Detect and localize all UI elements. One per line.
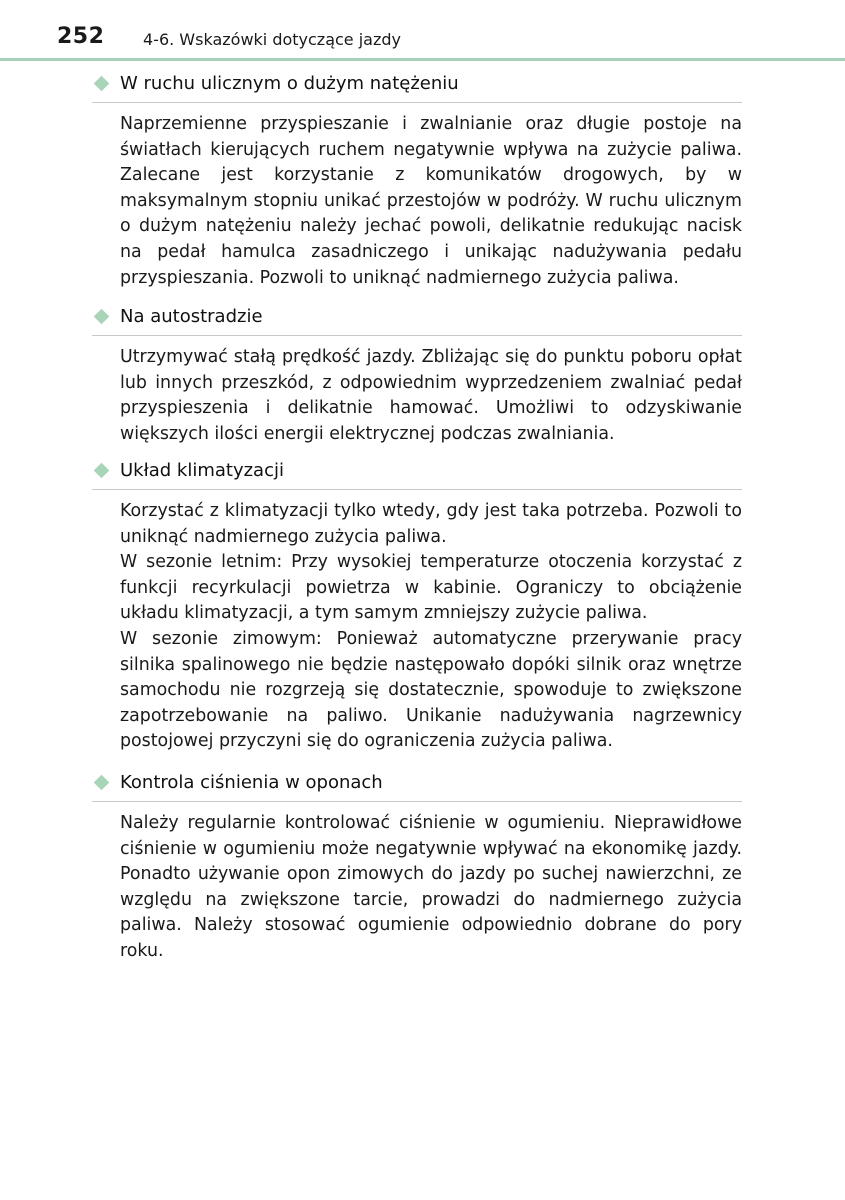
section-body: [120, 811, 742, 965]
section-title: Kontrola ciśnienia w oponach: [120, 772, 383, 793]
diamond-bullet-icon: [94, 309, 110, 325]
section-heading: [92, 305, 742, 336]
section-body: [120, 345, 742, 447]
paragraph: Korzystać z klimatyzacji tylko wtedy, gdy jest taka potrzeba. Pozwoli to uniknąć nadmiernego zużycia paliwa.: [120, 501, 742, 547]
paragraph: Należy regularnie kontrolować ciśnienie w ogumieniu. Nieprawidłowe ciśnienie w ogumieniu może negatywnie wpływać na ekonomikę jazdy. Ponadto używanie opon zimowych do jazdy po suchej nawierzchni, ze względu na zwiększone tarcie, prowadzi do nadmiernego zużycia paliwa. Należy stosować ogumienie odpowiednio dobrane do pory roku.: [120, 813, 742, 961]
section-heading: [92, 771, 742, 802]
section-body: [120, 112, 742, 291]
section-heading: [92, 459, 742, 490]
paragraph: Naprzemienne przyspieszanie i zwalnianie oraz długie postoje na światłach kierujących ruchem negatywnie wpływa na zużycie paliwa. Zalecane jest korzystanie z komunikatów drogowych, by w maksymalnym stopniu unikać przestojów w podróży. W ruchu ulicznym o dużym natężeniu należy jechać powoli, delikatnie redukując nacisk na pedał hamulca zasadniczego i unikając nadużywania pedału przyspieszania. Pozwoli to uniknąć nadmiernego zużycia paliwa.: [120, 114, 742, 288]
section-air-conditioning: [92, 459, 742, 755]
section-tire-pressure: [92, 771, 742, 965]
diamond-bullet-icon: [94, 463, 110, 479]
paragraph: W sezonie zimowym: Ponieważ automatyczne przerywanie pracy silnika spalinowego nie będzie następowało dopóki silnik oraz wnętrze samochodu nie rozgrzeją się dostatecznie, spowoduje to zwiększone zapotrzebowanie na paliwo. Unikanie nadużywania nagrzewnicy postojowej przyczyni się do ograniczenia zużycia paliwa.: [120, 628, 742, 752]
section-traffic: [92, 72, 742, 291]
paragraph: W sezonie letnim: Przy wysokiej temperaturze otoczenia korzystać z funkcji recyrkulacji powietrza w kabinie. Ograniczy to obciążenie układu klimatyzacji, a tym samym zmniejszy zużycie paliwa.: [120, 552, 742, 624]
diamond-bullet-icon: [94, 775, 110, 791]
header-rule: [0, 58, 845, 61]
section-highway: [92, 305, 742, 447]
diamond-bullet-icon: [94, 76, 110, 92]
section-title: Układ klimatyzacji: [120, 460, 284, 481]
chapter-title: 4-6. Wskazówki dotyczące jazdy: [143, 30, 402, 49]
section-title: W ruchu ulicznym o dużym natężeniu: [120, 73, 459, 94]
section-body: [120, 499, 742, 755]
section-heading: [92, 72, 742, 103]
section-title: Na autostradzie: [120, 306, 263, 327]
page-number: 252: [57, 24, 105, 49]
paragraph: Utrzymywać stałą prędkość jazdy. Zbliżając się do punktu poboru opłat lub innych przeszkód, z odpowiednim wyprzedzeniem zwalniać pedał przyspieszenia i delikatnie hamować. Umożliwi to odzyskiwanie większych ilości energii elektrycznej podczas zwalniania.: [120, 347, 742, 444]
